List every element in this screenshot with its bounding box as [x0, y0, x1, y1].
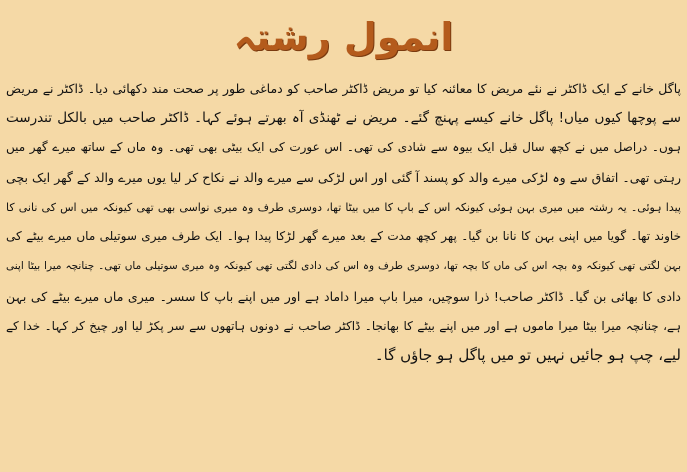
- text-line: پیدا ہوئی۔ یہ رشتہ میں میری بہن ہوئی کیونکہ اس کے باپ کا میں بیٹا تھا، دوسری طرف وہ میری نواسی بھی تھی کیونکہ میں اس کی نانی کا: [6, 200, 681, 214]
- article-title: انمول رشتہ: [233, 15, 454, 59]
- text-line: ہوں۔ دراصل میں نے کچھ سال قبل ایک بیوہ سے شادی کی تھی۔ اس عورت کی ایک بیٹی بھی تھی۔ وہ ماں کے ساتھ میرے گھر میں: [6, 140, 681, 155]
- text-line: بہن لگتی تھی کیونکہ وہ بچہ اس کی ماں کا بچہ تھا، دوسری طرف وہ اس کی دادی لگتی تھی کیونکہ وہ میری سوتیلی ماں تھی۔ چنانچہ میرا بیٹا اپنی: [6, 260, 681, 273]
- article-body: [6, 74, 681, 470]
- text-line: ہے، چنانچہ میرا بیٹا میرا ماموں ہے اور میں اپنے بیٹے کا بھانجا۔ ڈاکٹر صاحب نے دونوں ہاتھوں سے سر پکڑ لیا اور چیخ کر کہا۔ خدا کے: [6, 318, 681, 333]
- text-line: سے پوچھا کیوں میاں! پاگل خانے کیسے پہنچ گئے۔ مریض نے ٹھنڈی آہ بھرتے ہوئے کہا۔ ڈاکٹر صاحب میں بالکل تندرست: [6, 109, 681, 126]
- text-line: رہتی تھی۔ اتفاق سے وہ لڑکی میرے والد کو پسند آ گئی اور اس لڑکی سے میرے والد نے نکاح کر لیا یوں میرے والد کے گھر ایک بچی: [6, 170, 681, 186]
- text-line: خاوند تھا۔ گویا میں اپنی بہن کا نانا بن گیا۔ پھر کچھ مدت کے بعد میرے گھر لڑکا پیدا ہوا۔ ایک طرف میری سوتیلی ماں میرے بیٹے کی: [6, 229, 681, 244]
- text-line: پاگل خانے کے ایک ڈاکٹر نے نئے مریض کا معائنہ کیا تو مریض ڈاکٹر صاحب کو دماغی طور پر صحت مند دکھائی دیا۔ ڈاکٹر نے مریض: [6, 81, 681, 96]
- text-line-last: لیے، چپ ہو جائیں نہیں تو میں پاگل ہو جاؤں گا۔: [374, 346, 681, 365]
- text-line: دادی کا بھائی بن گیا۔ ڈاکٹر صاحب! ذرا سوچیں، میرا باپ میرا داماد ہے اور میں اپنے باپ کا سسر۔ میری ماں میرے بیٹے کی بہن: [6, 288, 681, 304]
